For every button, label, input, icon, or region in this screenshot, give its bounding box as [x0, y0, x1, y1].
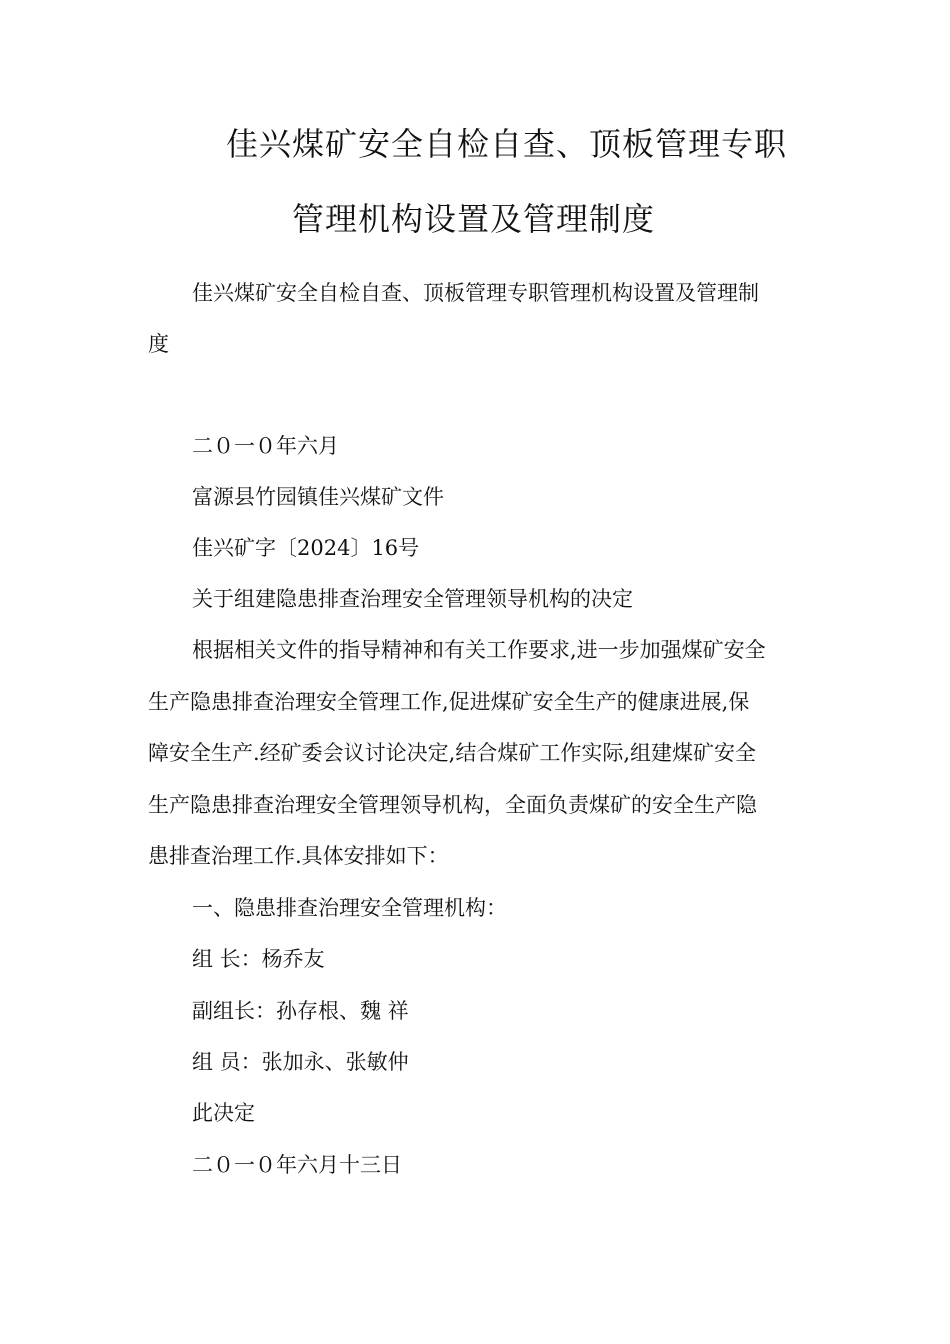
body-line-1: 根据相关文件的指导精神和有关工作要求,进一步加强煤矿安全 [192, 638, 766, 662]
leader-line: 组 长：杨乔友 [192, 947, 325, 971]
issuer-line: 富源县竹园镇佳兴煤矿文件 [192, 485, 444, 509]
body-line-4: 生产隐患排查治理安全管理领导机构，全面负责煤矿的安全生产隐 [148, 793, 757, 817]
date-heading: 二０一０年六月 [192, 434, 339, 458]
document-title-line-1: 佳兴煤矿安全自检自查、顶板管理专职 [226, 125, 788, 163]
decision-title: 关于组建隐患排查治理安全管理领导机构的决定 [192, 587, 633, 611]
body-line-3: 障安全生产.经矿委会议讨论决定,结合煤矿工作实际,组建煤矿安全 [148, 741, 757, 765]
document-title-line-2: 管理机构设置及管理制度 [292, 200, 656, 238]
subtitle-line-1: 佳兴煤矿安全自检自查、顶板管理专职管理机构设置及管理制 [192, 281, 759, 305]
signature-date: 二０一０年六月十三日 [192, 1153, 402, 1177]
subtitle-line-2: 度 [148, 332, 169, 356]
members-line: 组 员：张加永、张敏仲 [192, 1050, 409, 1074]
deputy-line: 副组长：孙存根、魏 祥 [192, 999, 409, 1023]
document-number: 佳兴矿字〔2024〕16号 [192, 536, 420, 560]
closing-line: 此决定 [192, 1101, 255, 1125]
section-heading: 一、隐患排查治理安全管理机构： [192, 896, 507, 920]
body-line-2: 生产隐患排查治理安全管理工作,促进煤矿安全生产的健康进展,保 [148, 690, 750, 714]
body-line-5: 患排查治理工作.具体安排如下： [148, 844, 449, 868]
